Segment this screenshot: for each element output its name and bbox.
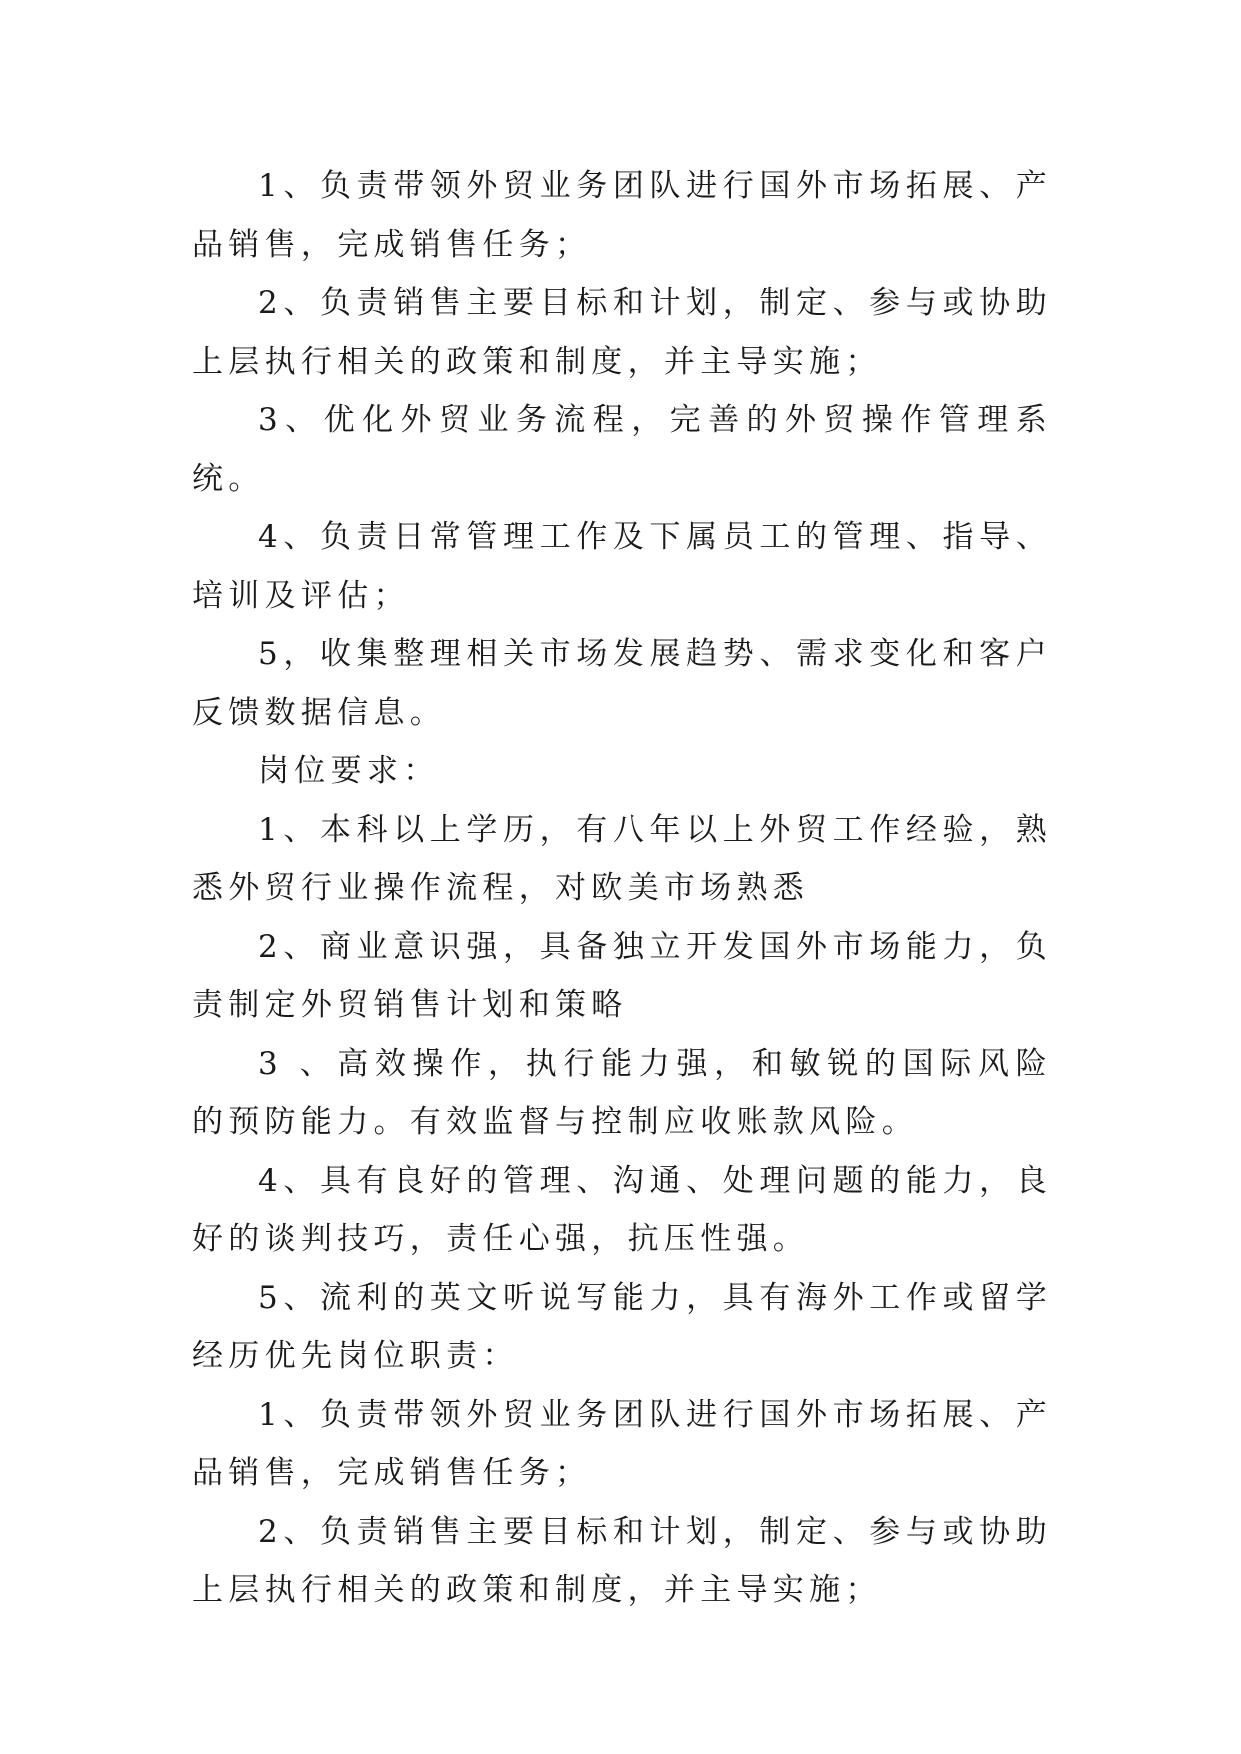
paragraph-duty-1: 1、负责带领外贸业务团队进行国外市场拓展、产品销售，完成销售任务； <box>192 168 1052 263</box>
paragraph-requirement-5: 5、流利的英文听说写能力，具有海外工作或留学经历优先岗位职责： <box>192 1279 1052 1374</box>
paragraph-duty-repeat-1: 1、负责带领外贸业务团队进行国外市场拓展、产品销售，完成销售任务； <box>192 1396 1052 1491</box>
paragraph-duty-5: 5，收集整理相关市场发展趋势、需求变化和客户反馈数据信息。 <box>192 636 1052 731</box>
section-heading-requirements: 岗位要求： <box>258 753 440 789</box>
paragraph-requirement-3: 3 、高效操作，执行能力强，和敏锐的国际风险的预防能力。有效监督与控制应收账款风险。 <box>192 1045 1052 1140</box>
paragraph-duty-repeat-2: 2、负责销售主要目标和计划，制定、参与或协助上层执行相关的政策和制度，并主导实施； <box>192 1513 1052 1608</box>
document-body <box>192 157 1052 1620</box>
paragraph-requirement-2: 2、商业意识强，具备独立开发国外市场能力，负责制定外贸销售计划和策略 <box>192 928 1052 1023</box>
paragraph-requirement-1: 1、本科以上学历，有八年以上外贸工作经验，熟悉外贸行业操作流程，对欧美市场熟悉 <box>192 811 1052 906</box>
paragraph-duty-4: 4、负责日常管理工作及下属员工的管理、指导、培训及评估； <box>192 519 1052 614</box>
paragraph-duty-2: 2、负责销售主要目标和计划，制定、参与或协助上层执行相关的政策和制度，并主导实施； <box>192 285 1052 380</box>
paragraph-requirement-4: 4、具有良好的管理、沟通、处理问题的能力，良好的谈判技巧，责任心强，抗压性强。 <box>192 1162 1052 1257</box>
paragraph-duty-3: 3、优化外贸业务流程，完善的外贸操作管理系统。 <box>192 402 1052 497</box>
